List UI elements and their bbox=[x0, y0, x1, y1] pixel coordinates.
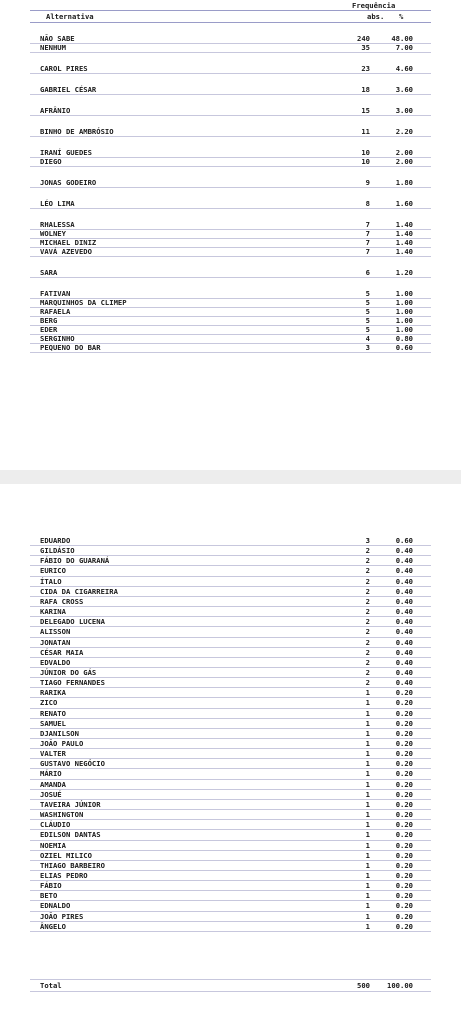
row-pct: 0.40 bbox=[395, 627, 413, 637]
row-separator bbox=[30, 697, 431, 698]
row-name: BETO bbox=[40, 891, 58, 901]
row-separator bbox=[30, 43, 431, 44]
row-separator bbox=[30, 921, 431, 922]
total-separator bbox=[30, 979, 431, 980]
row-abs: 2 bbox=[365, 607, 370, 617]
row-separator bbox=[30, 687, 431, 688]
row-name: PEQUENO DO BAR bbox=[40, 343, 101, 352]
row-abs: 2 bbox=[365, 617, 370, 627]
row-name: JÚNIOR DO GÁS bbox=[40, 667, 97, 677]
row-abs: 8 bbox=[365, 199, 370, 208]
row-name: ZICO bbox=[40, 698, 58, 708]
row-name: TAVEIRA JÚNIOR bbox=[40, 799, 101, 809]
row-abs: 1 bbox=[365, 749, 370, 759]
row-name: FÁBIO DO GUARANÁ bbox=[40, 556, 110, 566]
row-abs: 2 bbox=[365, 667, 370, 677]
frequency-header: Frequência bbox=[352, 1, 396, 10]
row-name: NOEMIA bbox=[40, 840, 66, 850]
row-abs: 15 bbox=[361, 106, 370, 115]
row-name: MICHAEL DINIZ bbox=[40, 238, 97, 247]
row-name: LÉO LIMA bbox=[40, 199, 75, 208]
row-name: WOLNEY bbox=[40, 229, 66, 238]
row-separator bbox=[30, 809, 431, 810]
row-separator bbox=[30, 606, 431, 607]
row-separator bbox=[30, 738, 431, 739]
row-pct: 1.40 bbox=[395, 247, 413, 256]
alternative-header: Alternativa bbox=[46, 12, 94, 21]
row-abs: 2 bbox=[365, 556, 370, 566]
row-abs: 2 bbox=[365, 576, 370, 586]
row-name: RAFAELA bbox=[40, 307, 71, 316]
row-name: GUSTAVO NEGÓCIO bbox=[40, 759, 105, 769]
row-name: RARIKA bbox=[40, 688, 66, 698]
row-pct: 0.20 bbox=[395, 820, 413, 830]
row-separator bbox=[30, 708, 431, 709]
row-pct: 1.00 bbox=[395, 298, 413, 307]
row-pct: 0.40 bbox=[395, 556, 413, 566]
row-separator bbox=[30, 911, 431, 912]
row-name: ÂNGELO bbox=[40, 921, 66, 931]
row-abs: 1 bbox=[365, 881, 370, 891]
row-pct: 0.20 bbox=[395, 708, 413, 718]
row-abs: 3 bbox=[365, 536, 370, 545]
row-pct: 0.20 bbox=[395, 860, 413, 870]
row-name: VALTER bbox=[40, 749, 66, 759]
row-abs: 1 bbox=[365, 718, 370, 728]
row-abs: 7 bbox=[365, 220, 370, 229]
row-abs: 1 bbox=[365, 830, 370, 840]
row-separator bbox=[30, 870, 431, 871]
row-pct: 0.20 bbox=[395, 799, 413, 809]
row-pct: 1.40 bbox=[395, 238, 413, 247]
row-separator bbox=[30, 307, 431, 308]
row-pct: 1.00 bbox=[395, 325, 413, 334]
row-abs: 2 bbox=[365, 596, 370, 606]
row-separator bbox=[30, 208, 431, 209]
row-separator bbox=[30, 900, 431, 901]
row-abs: 1 bbox=[365, 810, 370, 820]
row-separator bbox=[30, 779, 431, 780]
row-abs: 11 bbox=[361, 127, 370, 136]
row-abs: 3 bbox=[365, 343, 370, 352]
row-separator bbox=[30, 880, 431, 881]
row-name: SERGINHO bbox=[40, 334, 75, 343]
total-bottom-line bbox=[30, 991, 431, 992]
row-separator bbox=[30, 647, 431, 648]
row-abs: 5 bbox=[365, 298, 370, 307]
row-name: JOÃO PAULO bbox=[40, 739, 84, 748]
row-pct: 48.00 bbox=[391, 34, 413, 43]
row-abs: 1 bbox=[365, 870, 370, 880]
row-name: MARQUINHOS DA CLIMEP bbox=[40, 298, 127, 307]
row-name: TIAGO FERNANDES bbox=[40, 678, 105, 688]
total-label: Total bbox=[40, 981, 62, 990]
row-name: WASHINGTON bbox=[40, 810, 84, 820]
row-name: GILDÁSIO bbox=[40, 546, 75, 556]
row-abs: 6 bbox=[365, 268, 370, 277]
row-pct: 0.20 bbox=[395, 810, 413, 820]
row-pct: 0.40 bbox=[395, 607, 413, 617]
row-pct: 1.00 bbox=[395, 316, 413, 325]
row-abs: 1 bbox=[365, 688, 370, 698]
row-name: JOÃO PIRES bbox=[40, 911, 84, 921]
row-pct: 0.20 bbox=[395, 698, 413, 708]
row-pct: 0.40 bbox=[395, 617, 413, 627]
row-pct: 3.00 bbox=[395, 106, 413, 115]
row-separator bbox=[30, 637, 431, 638]
row-name: CLÁUDIO bbox=[40, 820, 71, 830]
row-separator bbox=[30, 157, 431, 158]
row-abs: 7 bbox=[365, 238, 370, 247]
row-pct: 0.40 bbox=[395, 647, 413, 657]
row-abs: 1 bbox=[365, 799, 370, 809]
pct-header: % bbox=[399, 12, 404, 21]
row-separator bbox=[30, 545, 431, 546]
row-abs: 2 bbox=[365, 566, 370, 576]
row-pct: 0.40 bbox=[395, 546, 413, 556]
row-name: SAMUEL bbox=[40, 718, 66, 728]
row-abs: 18 bbox=[361, 85, 370, 94]
row-separator bbox=[30, 352, 431, 353]
row-name: GABRIEL CÉSAR bbox=[40, 85, 97, 94]
row-abs: 9 bbox=[365, 178, 370, 187]
row-pct: 0.20 bbox=[395, 739, 413, 748]
row-abs: 7 bbox=[365, 247, 370, 256]
row-separator bbox=[30, 73, 431, 74]
row-abs: 1 bbox=[365, 820, 370, 830]
row-abs: 1 bbox=[365, 901, 370, 911]
row-abs: 1 bbox=[365, 779, 370, 789]
row-pct: 0.20 bbox=[395, 769, 413, 779]
row-abs: 23 bbox=[361, 64, 370, 73]
row-abs: 2 bbox=[365, 586, 370, 596]
row-name: DELEGADO LUCENA bbox=[40, 617, 105, 627]
row-pct: 0.40 bbox=[395, 596, 413, 606]
row-name: DJANILSON bbox=[40, 728, 79, 738]
row-separator bbox=[30, 166, 431, 167]
row-abs: 240 bbox=[357, 34, 370, 43]
row-separator bbox=[30, 626, 431, 627]
row-name: NENHUM bbox=[40, 43, 66, 52]
row-separator bbox=[30, 890, 431, 891]
row-name: EDILSON DANTAS bbox=[40, 830, 101, 840]
row-abs: 5 bbox=[365, 289, 370, 298]
row-pct: 2.20 bbox=[395, 127, 413, 136]
row-pct: 1.40 bbox=[395, 220, 413, 229]
row-name: KARINA bbox=[40, 607, 66, 617]
row-separator bbox=[30, 229, 431, 230]
row-separator bbox=[30, 768, 431, 769]
row-pct: 0.20 bbox=[395, 688, 413, 698]
row-name: OZIEL MILICO bbox=[40, 850, 92, 860]
row-abs: 5 bbox=[365, 325, 370, 334]
row-name: EDER bbox=[40, 325, 58, 334]
row-separator bbox=[30, 52, 431, 53]
row-name: BINHO DE AMBRÓSIO bbox=[40, 127, 114, 136]
row-pct: 7.00 bbox=[395, 43, 413, 52]
row-name: AMANDA bbox=[40, 779, 66, 789]
page-2 bbox=[0, 484, 461, 1024]
row-pct: 0.20 bbox=[395, 779, 413, 789]
row-name: THIAGO BARBEIRO bbox=[40, 860, 105, 870]
row-pct: 0.20 bbox=[395, 830, 413, 840]
row-pct: 1.20 bbox=[395, 268, 413, 277]
row-pct: 0.20 bbox=[395, 921, 413, 931]
row-abs: 1 bbox=[365, 698, 370, 708]
row-abs: 5 bbox=[365, 307, 370, 316]
row-separator bbox=[30, 565, 431, 566]
row-separator bbox=[30, 136, 431, 137]
row-separator bbox=[30, 576, 431, 577]
row-pct: 0.80 bbox=[395, 334, 413, 343]
header-top-line bbox=[30, 10, 340, 11]
row-name: CAROL PIRES bbox=[40, 64, 88, 73]
row-pct: 0.40 bbox=[395, 586, 413, 596]
row-pct: 0.20 bbox=[395, 840, 413, 850]
page-1 bbox=[0, 0, 461, 470]
row-pct: 4.60 bbox=[395, 64, 413, 73]
row-abs: 2 bbox=[365, 678, 370, 688]
row-separator bbox=[30, 334, 431, 335]
row-pct: 1.80 bbox=[395, 178, 413, 187]
row-pct: 1.00 bbox=[395, 289, 413, 298]
row-separator bbox=[30, 718, 431, 719]
row-pct: 0.40 bbox=[395, 566, 413, 576]
row-abs: 10 bbox=[361, 157, 370, 166]
row-abs: 1 bbox=[365, 911, 370, 921]
page-gap bbox=[0, 470, 461, 484]
row-pct: 1.40 bbox=[395, 229, 413, 238]
row-name: RAFA CROSS bbox=[40, 596, 84, 606]
row-separator bbox=[30, 187, 431, 188]
row-separator bbox=[30, 931, 431, 932]
row-name: JOSUÉ bbox=[40, 789, 62, 799]
row-abs: 1 bbox=[365, 728, 370, 738]
row-separator bbox=[30, 840, 431, 841]
row-abs: 1 bbox=[365, 840, 370, 850]
row-separator bbox=[30, 325, 431, 326]
row-pct: 0.60 bbox=[395, 343, 413, 352]
row-name: JONAS GODEIRO bbox=[40, 178, 97, 187]
row-pct: 0.60 bbox=[395, 536, 413, 545]
row-separator bbox=[30, 277, 431, 278]
row-pct: 0.20 bbox=[395, 881, 413, 891]
row-name: CÉSAR MAIA bbox=[40, 647, 84, 657]
row-separator bbox=[30, 115, 431, 116]
row-abs: 35 bbox=[361, 43, 370, 52]
row-name: EDUARDO bbox=[40, 536, 71, 545]
row-abs: 1 bbox=[365, 759, 370, 769]
row-pct: 2.00 bbox=[395, 148, 413, 157]
row-name: BERG bbox=[40, 316, 58, 325]
row-name: RENATO bbox=[40, 708, 66, 718]
row-name: ALISSON bbox=[40, 627, 71, 637]
row-pct: 0.20 bbox=[395, 728, 413, 738]
row-separator bbox=[30, 256, 431, 257]
row-pct: 0.40 bbox=[395, 637, 413, 647]
row-name: ELIAS PEDRO bbox=[40, 870, 88, 880]
row-name: FATIVAN bbox=[40, 289, 71, 298]
row-abs: 2 bbox=[365, 637, 370, 647]
row-name: EURICO bbox=[40, 566, 66, 576]
row-pct: 0.40 bbox=[395, 576, 413, 586]
total-pct: 100.00 bbox=[387, 981, 413, 990]
row-separator bbox=[30, 748, 431, 749]
row-pct: 1.60 bbox=[395, 199, 413, 208]
frequency-underline bbox=[340, 10, 431, 11]
row-name: RHALESSA bbox=[40, 220, 75, 229]
row-abs: 2 bbox=[365, 647, 370, 657]
row-pct: 3.60 bbox=[395, 85, 413, 94]
row-abs: 4 bbox=[365, 334, 370, 343]
row-pct: 0.20 bbox=[395, 901, 413, 911]
row-abs: 1 bbox=[365, 891, 370, 901]
header-bottom-line bbox=[30, 22, 431, 23]
row-abs: 2 bbox=[365, 657, 370, 667]
row-abs: 1 bbox=[365, 850, 370, 860]
row-name: JONATAN bbox=[40, 637, 71, 647]
abs-header: abs. bbox=[367, 12, 385, 21]
row-separator bbox=[30, 94, 431, 95]
row-pct: 0.20 bbox=[395, 870, 413, 880]
row-name: DIEGO bbox=[40, 157, 62, 166]
row-pct: 1.00 bbox=[395, 307, 413, 316]
row-name: SARA bbox=[40, 268, 58, 277]
row-abs: 10 bbox=[361, 148, 370, 157]
row-name: NÃO SABE bbox=[40, 34, 75, 43]
row-separator bbox=[30, 819, 431, 820]
row-name: CIDA DA CIGARREIRA bbox=[40, 586, 118, 596]
row-abs: 1 bbox=[365, 769, 370, 779]
row-name: EDNALDO bbox=[40, 901, 71, 911]
row-pct: 0.40 bbox=[395, 678, 413, 688]
row-abs: 7 bbox=[365, 229, 370, 238]
row-name: ÍTALO bbox=[40, 576, 62, 586]
row-name: AFRÂNIO bbox=[40, 106, 71, 115]
row-abs: 1 bbox=[365, 739, 370, 748]
row-pct: 0.20 bbox=[395, 891, 413, 901]
row-name: IRANÍ GUEDES bbox=[40, 148, 92, 157]
row-pct: 0.40 bbox=[395, 657, 413, 667]
row-pct: 0.20 bbox=[395, 718, 413, 728]
row-abs: 5 bbox=[365, 316, 370, 325]
row-name: MÁRIO bbox=[40, 769, 62, 779]
row-abs: 2 bbox=[365, 546, 370, 556]
row-abs: 1 bbox=[365, 921, 370, 931]
row-separator bbox=[30, 657, 431, 658]
total-abs: 500 bbox=[357, 981, 370, 990]
row-pct: 2.00 bbox=[395, 157, 413, 166]
row-pct: 0.20 bbox=[395, 911, 413, 921]
row-abs: 2 bbox=[365, 627, 370, 637]
row-separator bbox=[30, 789, 431, 790]
row-abs: 1 bbox=[365, 708, 370, 718]
row-name: FÁBIO bbox=[40, 881, 62, 891]
row-name: EDVALDO bbox=[40, 657, 71, 667]
row-abs: 1 bbox=[365, 860, 370, 870]
row-pct: 0.20 bbox=[395, 850, 413, 860]
row-pct: 0.20 bbox=[395, 749, 413, 759]
row-name: VAVÁ AZEVEDO bbox=[40, 247, 92, 256]
row-separator bbox=[30, 596, 431, 597]
row-pct: 0.20 bbox=[395, 789, 413, 799]
row-abs: 1 bbox=[365, 789, 370, 799]
row-pct: 0.20 bbox=[395, 759, 413, 769]
row-separator bbox=[30, 316, 431, 317]
row-separator bbox=[30, 728, 431, 729]
row-pct: 0.40 bbox=[395, 667, 413, 677]
